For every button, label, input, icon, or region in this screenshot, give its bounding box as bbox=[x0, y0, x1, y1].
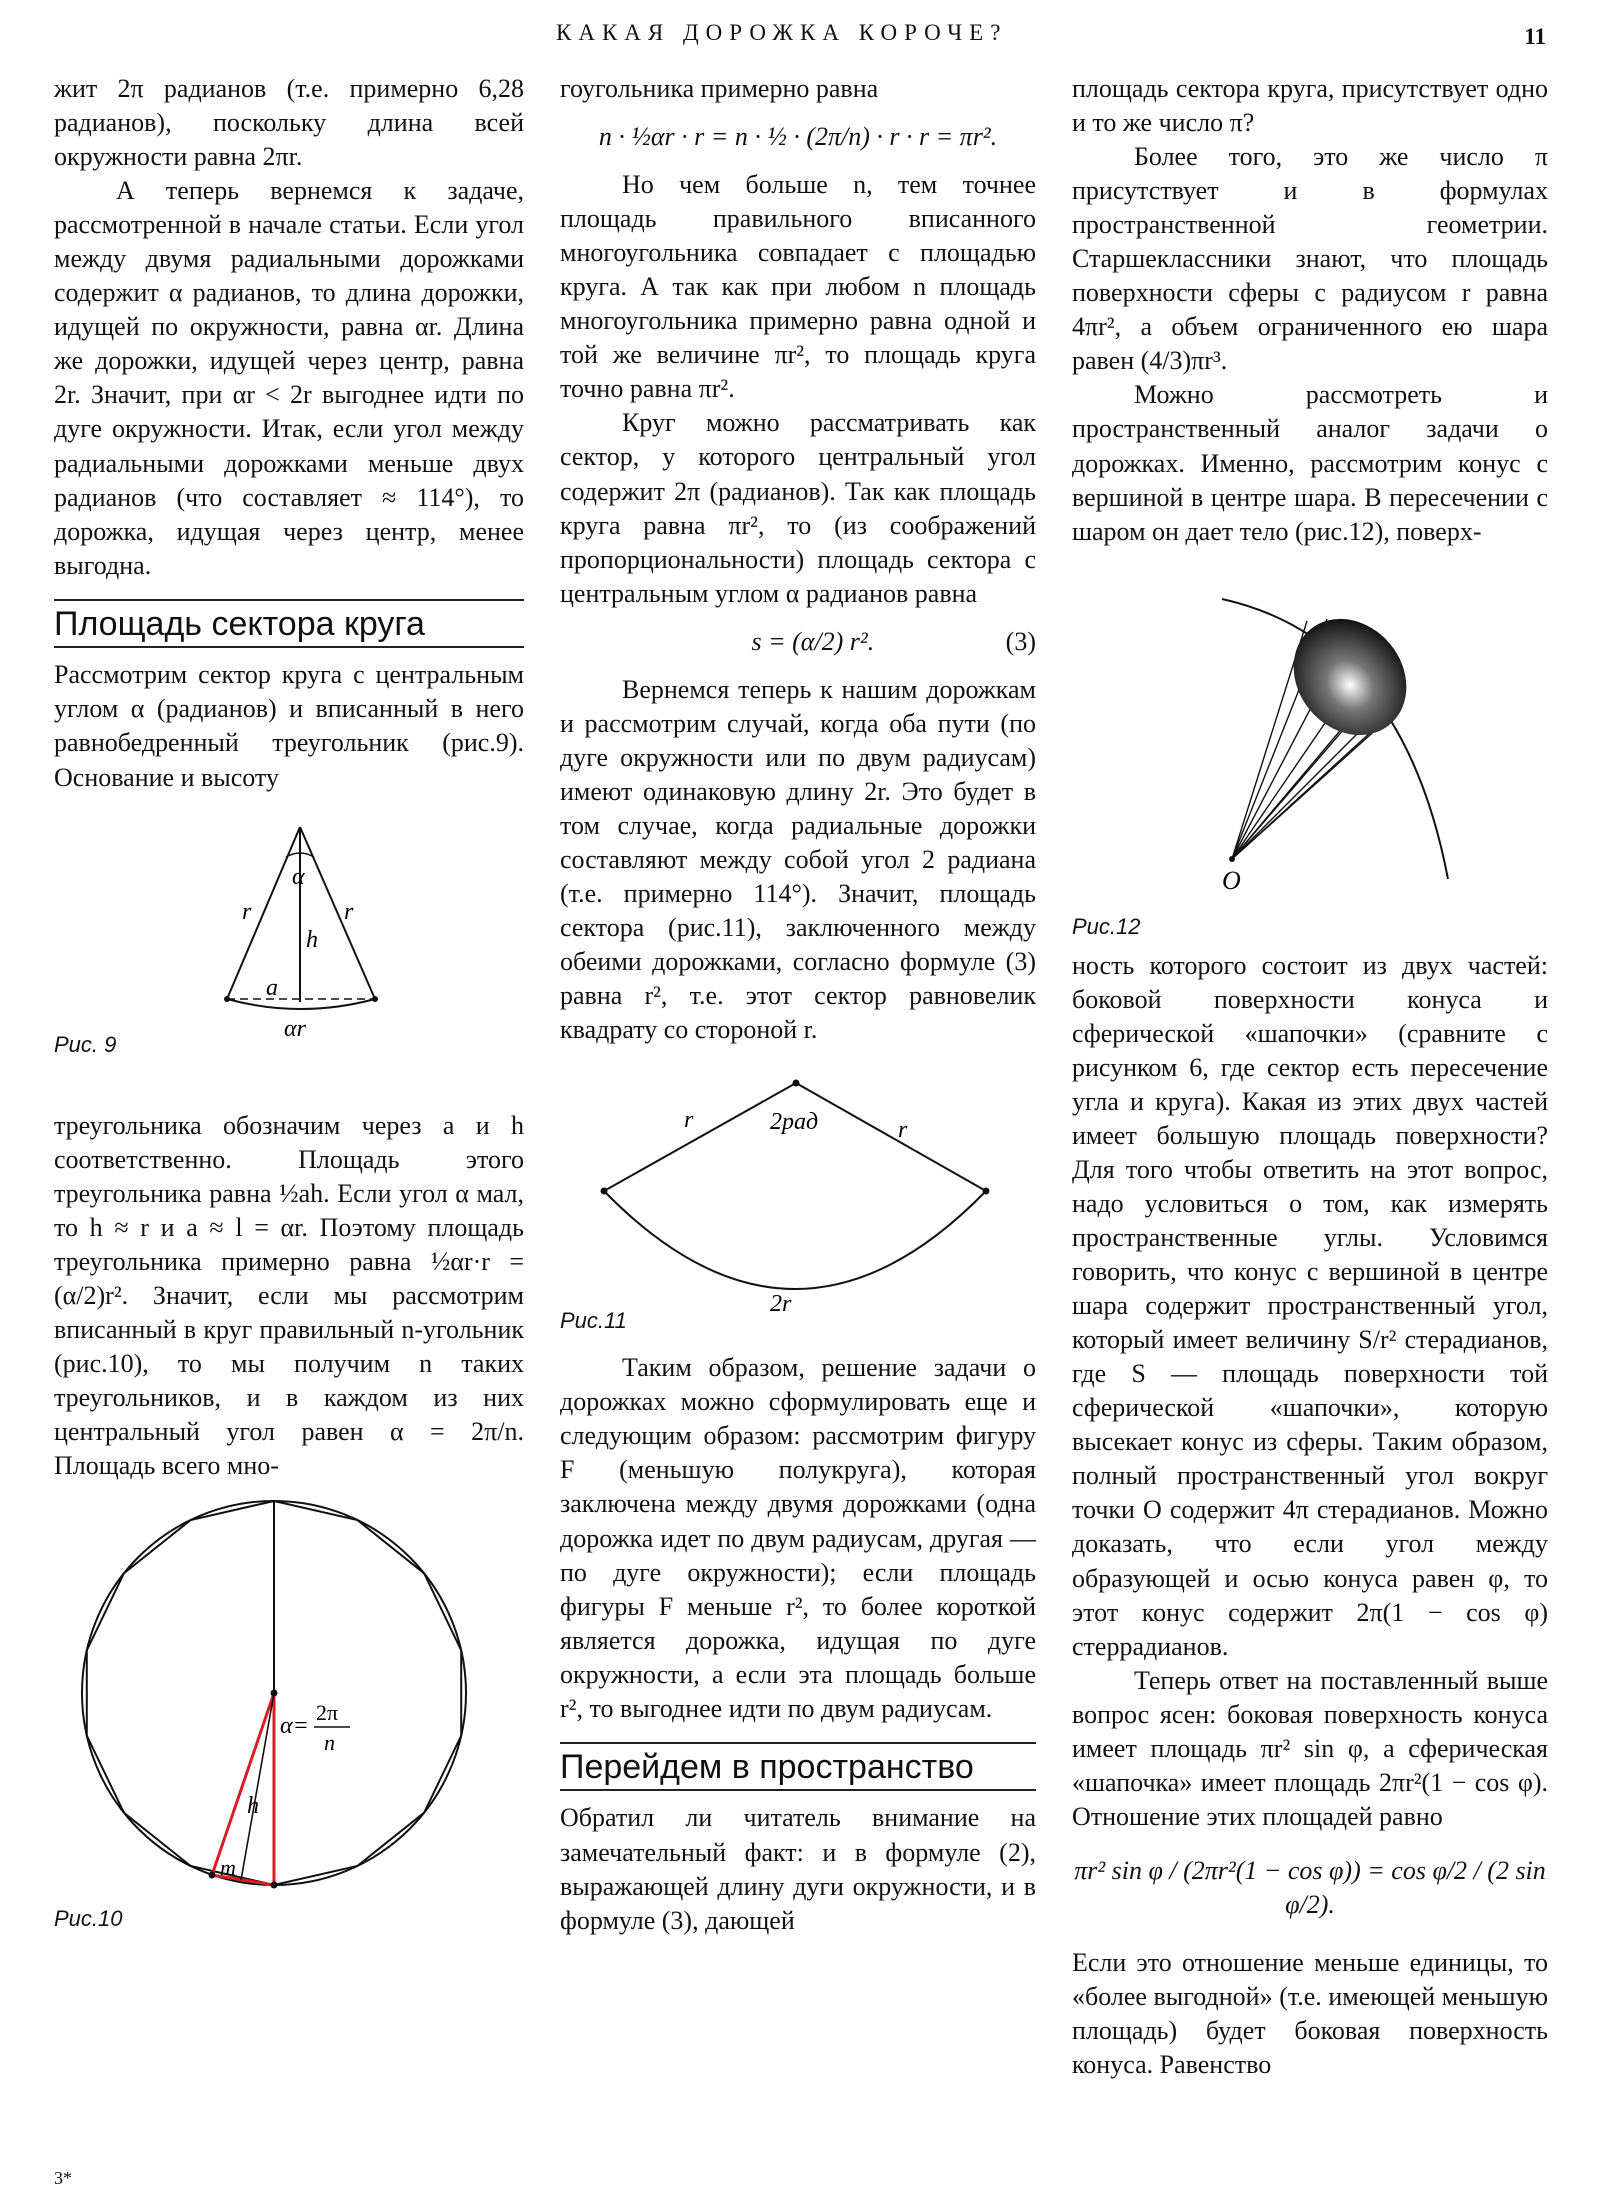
fig10-caption: Рис.10 bbox=[54, 1906, 123, 1932]
figure-9 bbox=[54, 809, 524, 1059]
fig9-r-left: r bbox=[242, 898, 252, 925]
paragraph: площадь сектора круга, присутствует одно и то же число π? bbox=[1072, 74, 1548, 138]
paragraph: Обратил ли читатель внимание на замечательный факт: и в формуле (2), выражающей длину дуги окружности, и в формуле (3), дающей bbox=[560, 1803, 1036, 1935]
fig11-r-left: r bbox=[684, 1107, 694, 1134]
paragraph: Более того, это же число π присутствует и в формулах пространственной геометрии. Старшеклассники знают, что площадь поверхности сферы с радиусом r равна 4πr², а объем ограниченного ею шара равен (4/3)πr³. bbox=[1072, 142, 1548, 376]
column-1 bbox=[54, 72, 524, 1932]
fig12-caption: Рис.12 bbox=[1072, 913, 1141, 939]
paragraph: Но чем больше n, тем точнее площадь правильного вписанного многоугольника совпадает с площадью круга. А так как при любом n площадь многоугольника примерно равна одной и той же величине πr², то площадь круга точно равна πr². bbox=[560, 170, 1036, 404]
fig9-h: h bbox=[306, 926, 318, 953]
fig10-frac-den: n bbox=[324, 1730, 335, 1756]
paragraph: Теперь ответ на поставленный выше вопрос ясен: боковая поверхность конуса имеет площадь πr² sin φ, а сферическая «шапочка» имеет площадь 2πr²(1 − cos φ). Отношение этих площадей равно bbox=[1072, 1665, 1548, 1831]
fig9-arc: αr bbox=[284, 1015, 306, 1039]
figure-9-drawing bbox=[54, 809, 524, 1039]
fig11-caption: Рис.11 bbox=[560, 1308, 627, 1334]
page-number: 11 bbox=[1524, 24, 1546, 49]
formula-sector-area: s = (α/2) r². bbox=[751, 626, 875, 656]
paragraph: Можно рассмотреть и пространственный аналог задачи о дорожках. Именно, рассмотрим конус с вершиной в центре шара. В пересечении с шаром он дает тело (рис.12), поверх- bbox=[1072, 380, 1548, 546]
fig10-red-radius-left bbox=[212, 1693, 274, 1875]
paragraph: Круг можно рассматривать как сектор, у которого центральный угол содержит 2π (радианов). Так как площадь круга равна πr², то (из соображений пропорциональности) площадь сектора с центральным углом α радианов равна bbox=[560, 408, 1036, 608]
formula-polygon-area: n · ½αr · r = n · ½ · (2π/n) · r · r = πr². bbox=[598, 122, 998, 152]
paragraph: гоугольника примерно равна bbox=[560, 74, 879, 103]
figure-11 bbox=[560, 1067, 1036, 1337]
section-heading: Площадь сектора круга bbox=[54, 599, 524, 649]
fig10-alpha: α= bbox=[280, 1713, 309, 1740]
fig9-a: a bbox=[266, 974, 278, 1001]
paragraph: ность которого состоит из двух частей: боковой поверхности конуса и сферической «шапочки» (сравните с рисунком 6, где сектор есть пересечение угла и круга). Какая из этих двух частей имеет большую площадь поверхности? Для того чтобы ответить на этот вопрос, надо условиться о том, как измерять пространственные углы. Условимся говорить, что конус с вершиной в центре шара содержит пространственный угол, который имеет величину S/r² стерадианов, где S — площадь поверхности той сферической «шапочки», которую высекает конус из сферы. Таким образом, полный пространственный угол вокруг точки O содержит 4π стерадианов. Можно доказать, что если угол между образующей и осью конуса равен φ, то этот конус содержит 2π(1 − cos φ) стеррадианов. bbox=[1072, 950, 1548, 1661]
figure-12 bbox=[1072, 559, 1548, 949]
paragraph: жит 2π радианов (т.е. примерно 6,28 радианов), поскольку длина всей окружности равна 2πr. bbox=[54, 74, 524, 172]
figure-11-drawing bbox=[560, 1067, 1036, 1317]
figure-10 bbox=[54, 1495, 524, 1932]
formula-number: (3) bbox=[1005, 626, 1036, 656]
paragraph: Рассмотрим сектор круга с центральным углом α (радианов) и вписанный в него равнобедренный треугольник (рис.9). Основание и высоту bbox=[54, 660, 524, 792]
figure-12-drawing bbox=[1072, 559, 1548, 899]
fig11-r-right: r bbox=[898, 1117, 908, 1144]
fig12-O: O bbox=[1222, 865, 1241, 895]
fig11-arc: 2r bbox=[770, 1291, 792, 1318]
running-header: КАКАЯ ДОРОЖКА КОРОЧЕ? bbox=[556, 20, 1008, 45]
signature-mark: 3* bbox=[54, 2168, 72, 2188]
column-2 bbox=[560, 72, 1036, 1938]
paragraph: Если это отношение меньше единицы, то «более выгодной» (т.е. имеющей меньшую площадь) будет боковая поверхность конуса. Равенство bbox=[1072, 1947, 1548, 2080]
fig10-m: m bbox=[220, 1855, 236, 1881]
fig11-angle: 2рад bbox=[770, 1109, 819, 1136]
column-3 bbox=[1072, 72, 1548, 2082]
fig9-alpha: α bbox=[292, 863, 305, 890]
section-heading: Перейдем в пространство bbox=[560, 1742, 1036, 1792]
fig10-frac-num: 2π bbox=[316, 1700, 339, 1726]
fig9-caption: Рис. 9 bbox=[54, 1031, 117, 1057]
paragraph: Таким образом, решение задачи о дорожках можно сформулировать еще и следующим образом: рассмотрим фигуру F (меньшую полукруга), которая заключена между двумя дорожками (одна дорожка идет по двум радиусам, другая — по дуге окружности); если площадь фигуры F меньше r², то более короткой является дорожка, идущая по дуге окружности, а если эта площадь больше r², то выгоднее идти по двум радиусам. bbox=[560, 1353, 1036, 1723]
figure-10-drawing bbox=[54, 1495, 524, 1905]
formula-ratio: πr² sin φ / (2πr²(1 − cos φ)) = cos φ/2 / (2 sin φ/2). bbox=[1074, 1855, 1546, 1919]
paragraph: треугольника обозначим через a и h соответственно. Площадь этого треугольника равна ½ah. Если угол α мал, то h ≈ r и a ≈ l = αr. Поэтому площадь треугольника примерно равна ½αr·r = (α/2)r². Значит, если мы рассмотрим вписанный в круг правильный n-угольник (рис.10), то мы получим n таких треугольников, и в каждом из них центральный угол равен α = 2π/n. Площадь всего мно- bbox=[54, 1110, 524, 1481]
paragraph: А теперь вернемся к задаче, рассмотренной в начале статьи. Если угол между двумя радиальными дорожками содержит α радианов, то длина дорожки, идущей по окружности, равна αr. Длина же дорожки, идущей через центр, равна 2r. Значит, при αr < 2r выгоднее идти по дуге окружности. Итак, если угол между радиальными дорожками меньше двух радианов (что составляет ≈ 114°), то дорожка, идущая через центр, менее выгодна. bbox=[54, 176, 524, 580]
paragraph: Вернемся теперь к нашим дорожкам и рассмотрим случай, когда оба пути (по дуге окружности или по двум радиусам) имеют одинаковую длину 2r. Это будет в том случае, когда радиальные дорожки составляют между собой угол 2 радиана (т.е. примерно 114°). Значит, площадь сектора (рис.11), заключенного между обеими дорожками, согласно формуле (3) равна r², т.е. этот сектор равновелик квадрату со стороной r. bbox=[560, 674, 1036, 1045]
fig10-h: h bbox=[247, 1793, 259, 1820]
fig9-r-right: r bbox=[344, 898, 354, 925]
